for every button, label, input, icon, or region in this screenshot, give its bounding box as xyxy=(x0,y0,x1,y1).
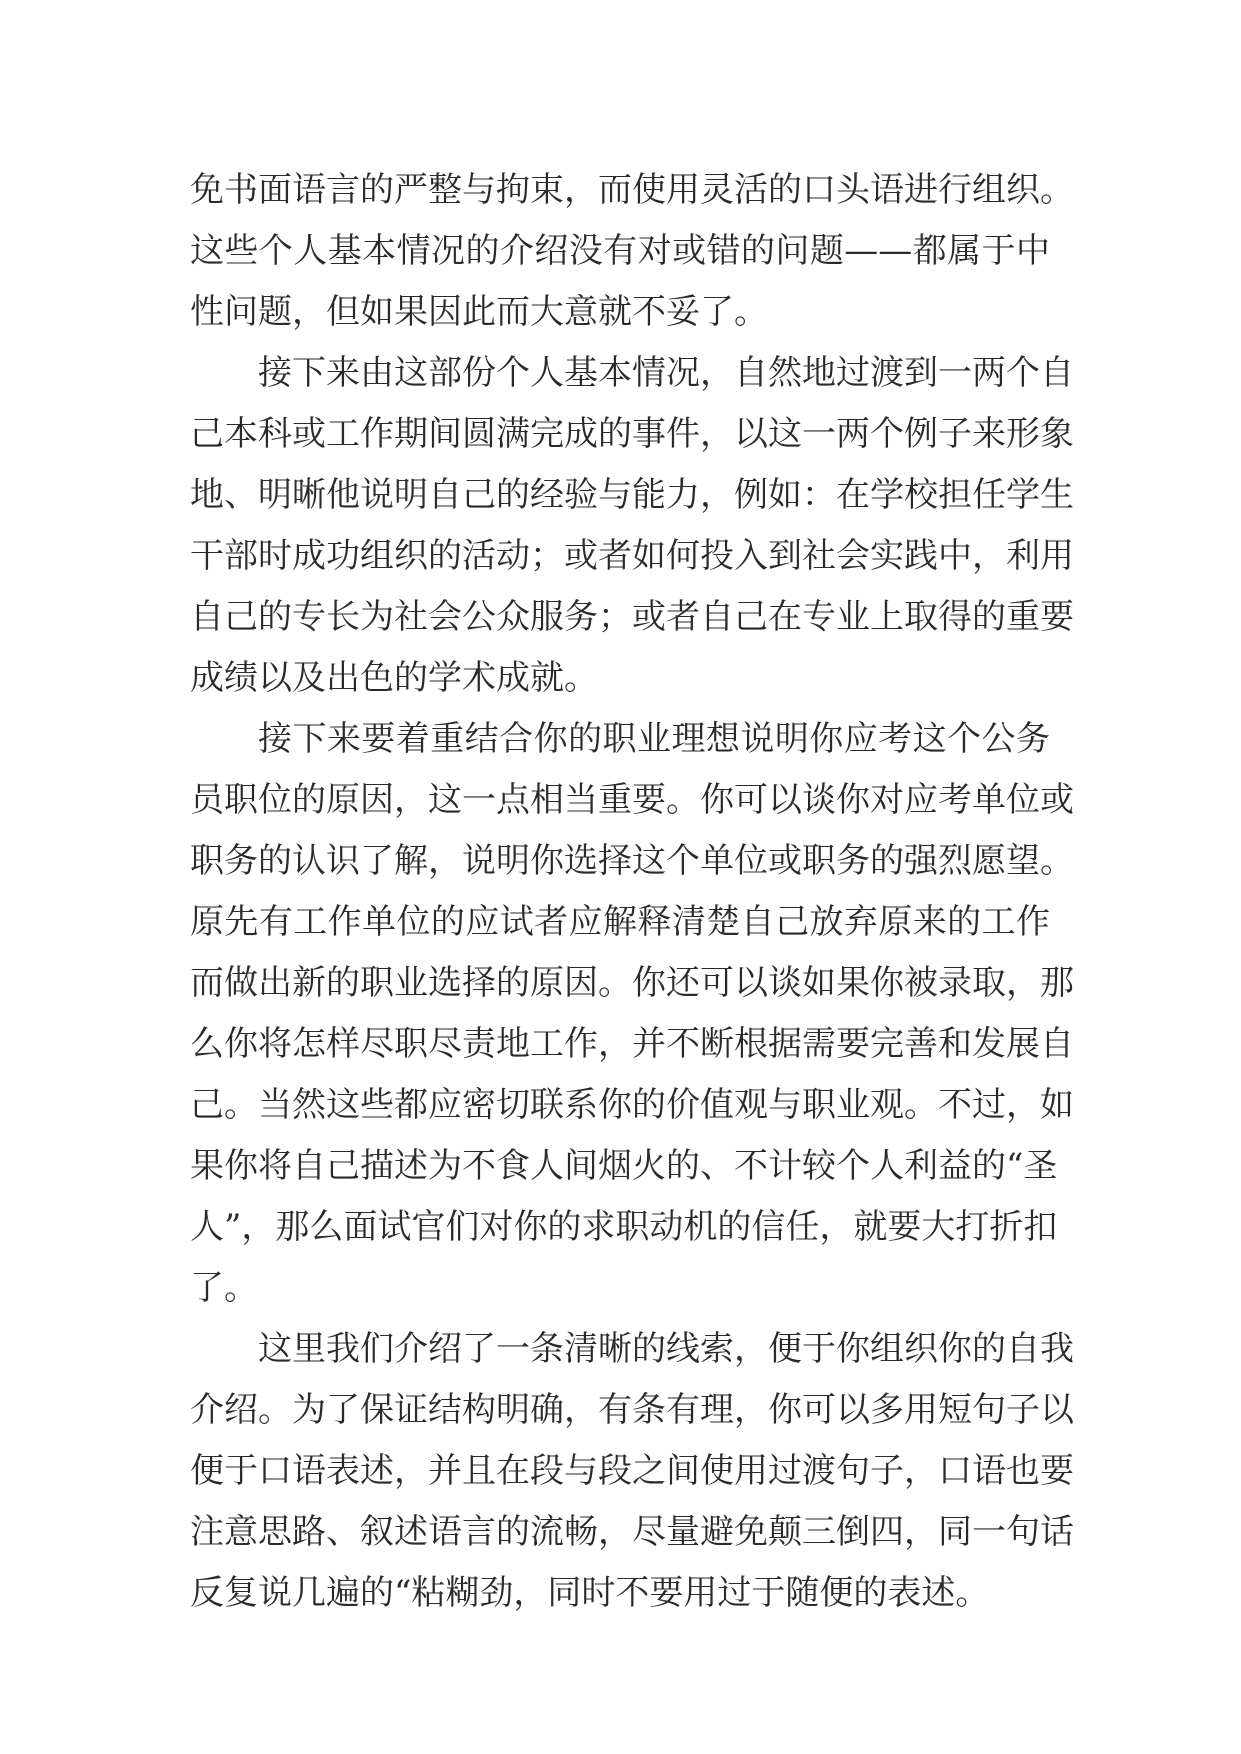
text-line: 反复说几遍的“粘糊劲，同时不要用过于随便的表述。 xyxy=(190,1573,990,1613)
text-line: 原先有工作单位的应试者应解释清楚自己放弃原来的工作 xyxy=(190,902,1050,942)
text-line: 么你将怎样尽职尽责地工作，并不断根据需要完善和发展自 xyxy=(190,1024,1074,1064)
text-line: 成绩以及出色的学术成就。 xyxy=(190,658,598,698)
text-line: 便于口语表述，并且在段与段之间使用过渡句子，口语也要 xyxy=(190,1451,1074,1491)
text-line: 免书面语言的严整与拘束，而使用灵活的口头语进行组织。 xyxy=(190,170,1074,210)
text-line: 员职位的原因，这一点相当重要。你可以谈你对应考单位或 xyxy=(190,780,1074,820)
text-line: 己。当然这些都应密切联系你的价值观与职业观。不过，如 xyxy=(190,1085,1074,1125)
text-line: 干部时成功组织的活动；或者如何投入到社会实践中，利用 xyxy=(190,536,1074,576)
text-line: 这些个人基本情况的介绍没有对或错的问题——都属于中 xyxy=(190,231,1050,271)
text-line: 介绍。为了保证结构明确，有条有理，你可以多用短句子以 xyxy=(190,1390,1074,1430)
paragraph-career-motivation xyxy=(190,709,1074,1319)
text-line: 而做出新的职业选择的原因。你还可以谈如果你被录取，那 xyxy=(190,963,1074,1003)
text-line: 己本科或工作期间圆满完成的事件，以这一两个例子来形象 xyxy=(190,414,1074,454)
text-line: 性问题，但如果因此而大意就不妥了。 xyxy=(190,292,768,332)
document-body xyxy=(190,160,1074,1624)
text-line: 果你将自己描述为不食人间烟火的、不计较个人利益的“圣 xyxy=(190,1146,1058,1186)
text-line: 自己的专长为社会公众服务；或者自己在专业上取得的重要 xyxy=(190,597,1074,637)
text-line: 人”，那么面试官们对你的求职动机的信任，就要大打折扣 xyxy=(190,1207,1058,1247)
paragraph-continued xyxy=(190,160,1074,343)
text-line: 职务的认识了解，说明你选择这个单位或职务的强烈愿望。 xyxy=(190,841,1074,881)
text-line: 接下来要着重结合你的职业理想说明你应考这个公务 xyxy=(258,719,1050,759)
text-line: 接下来由这部份个人基本情况，自然地过渡到一两个自 xyxy=(258,353,1074,393)
text-line: 注意思路、叙述语言的流畅，尽量避免颠三倒四，同一句话 xyxy=(190,1512,1074,1552)
text-line: 这里我们介绍了一条清晰的线索，便于你组织你的自我 xyxy=(258,1329,1074,1369)
text-line: 地、明晰他说明自己的经验与能力，例如：在学校担任学生 xyxy=(190,475,1074,515)
paragraph-summary xyxy=(190,1319,1074,1624)
paragraph-personal-experience xyxy=(190,343,1074,709)
text-line: 了。 xyxy=(190,1268,258,1308)
